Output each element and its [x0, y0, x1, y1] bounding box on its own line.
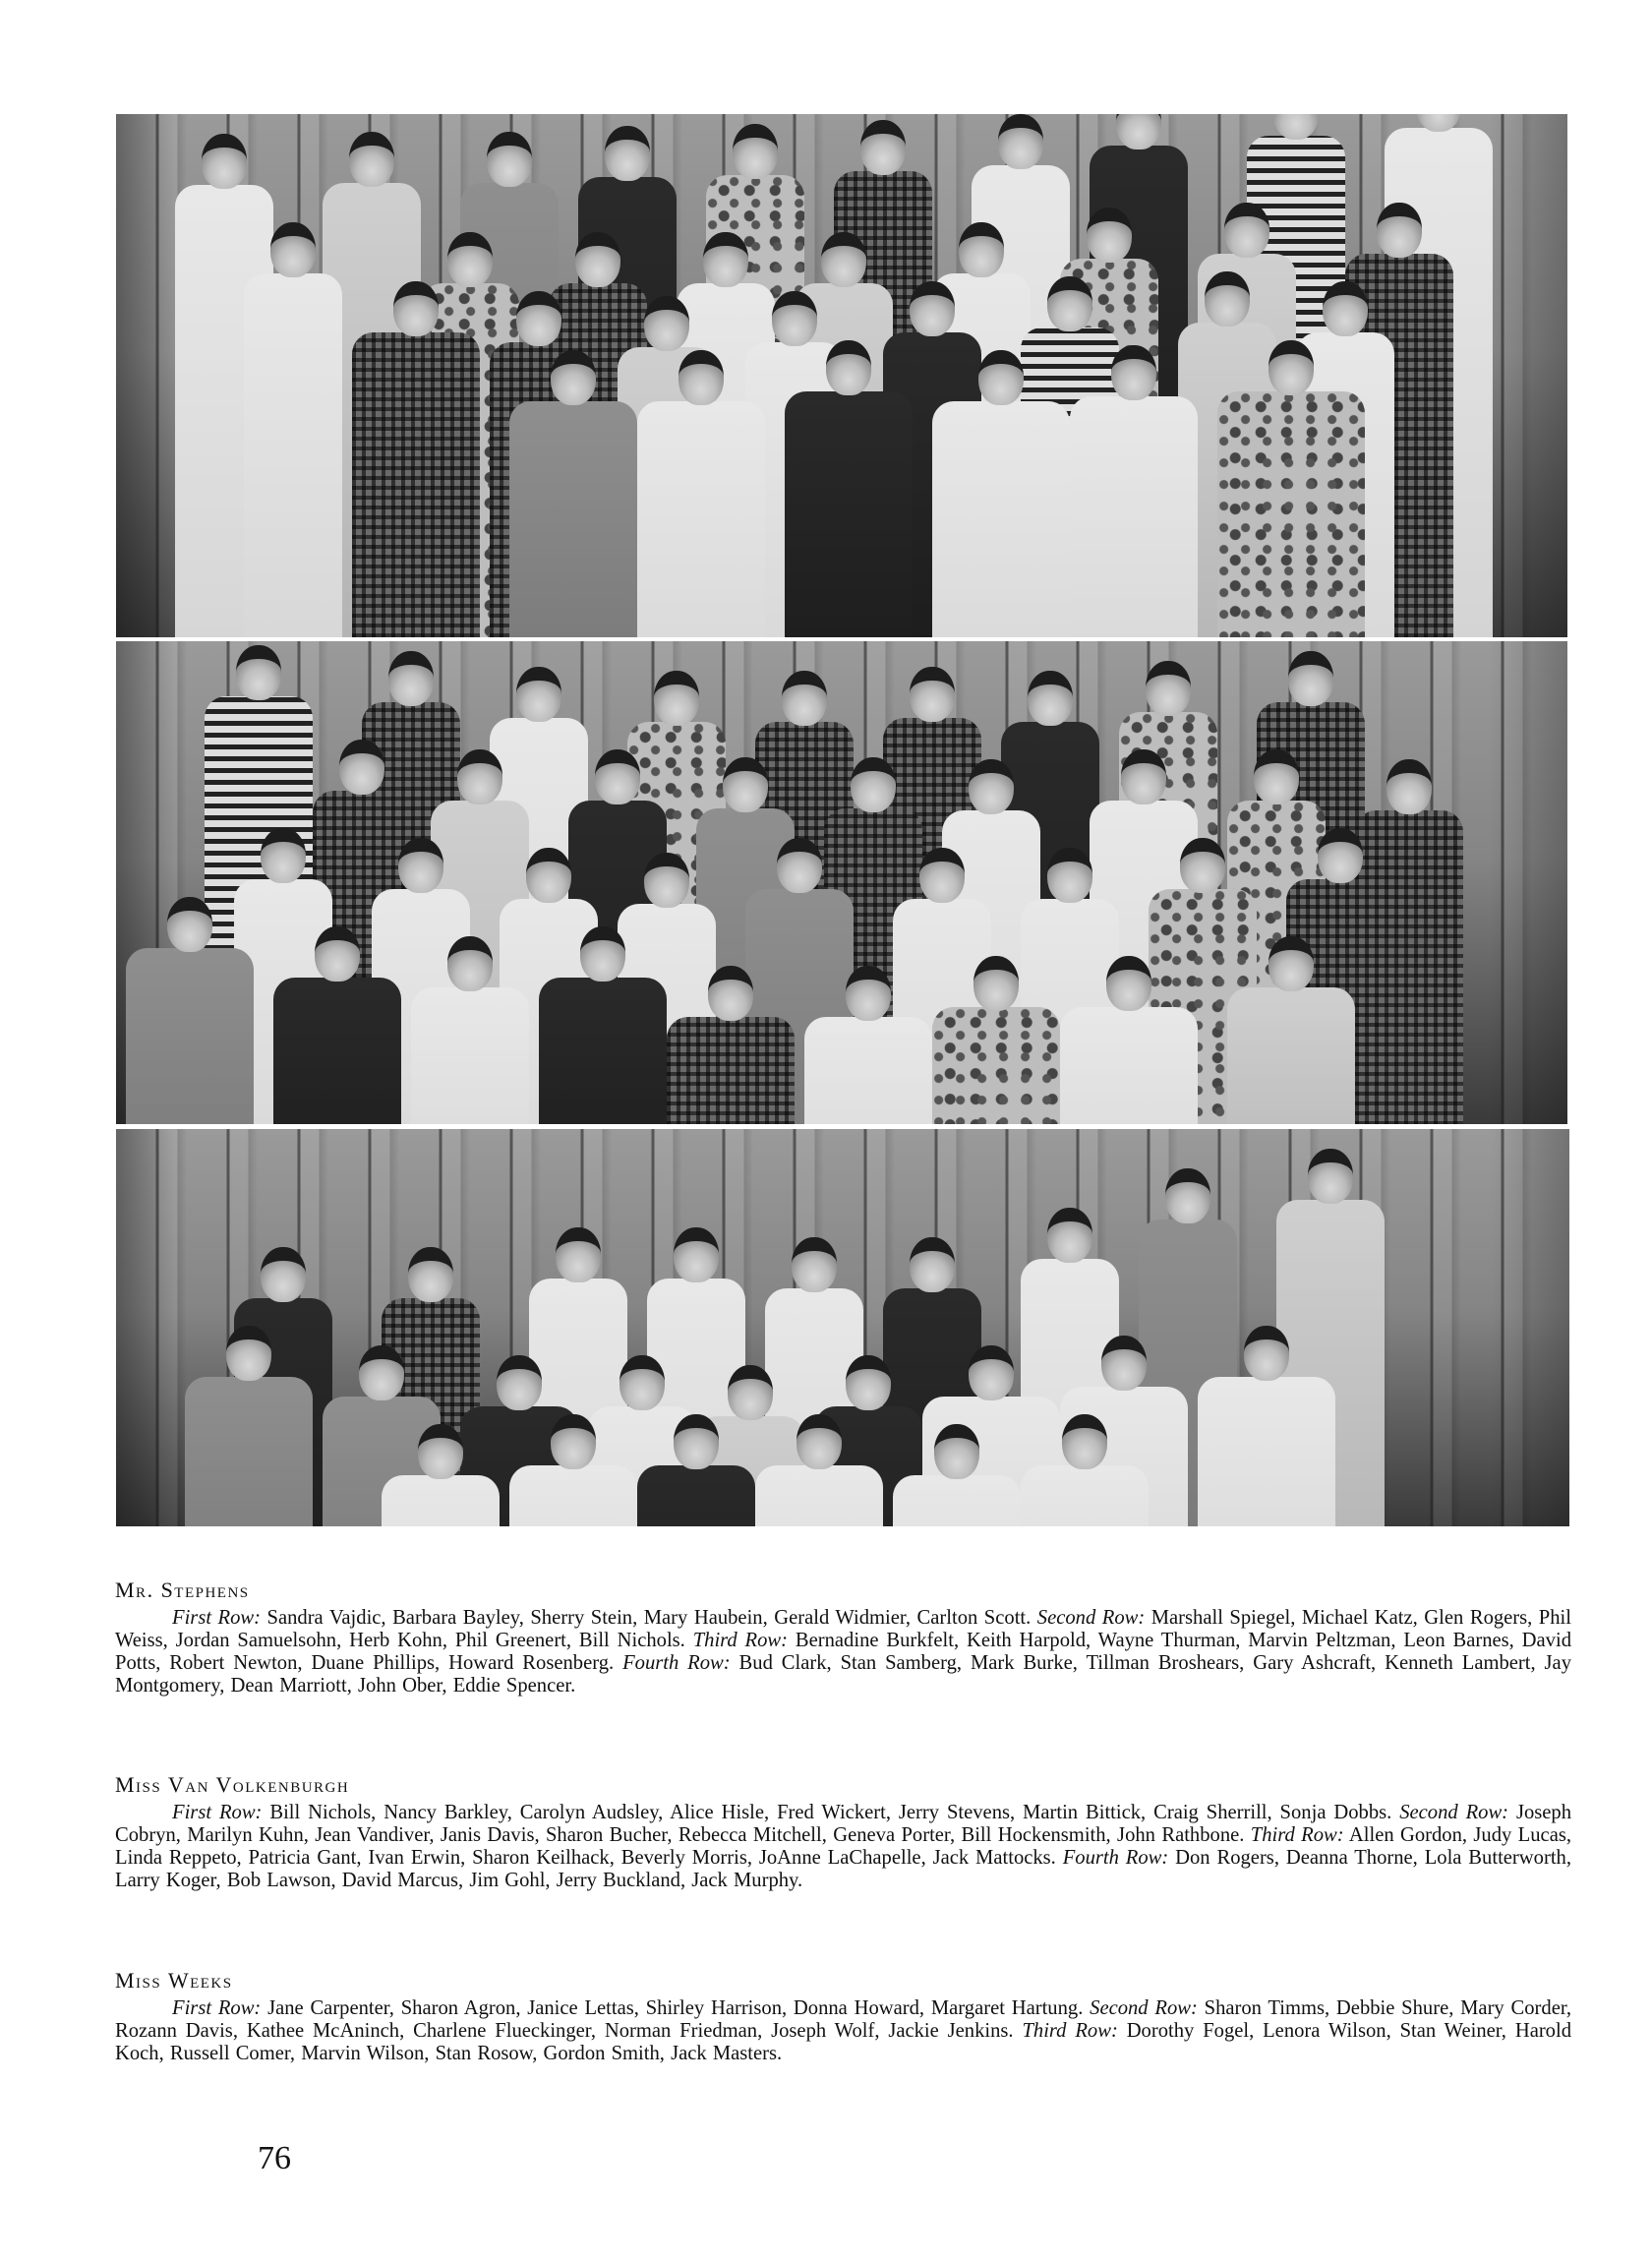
student-figure [244, 222, 342, 637]
photo-shade [1491, 1129, 1569, 1526]
caption-section-mr-stephens [115, 1577, 1571, 1697]
class-photo-miss-van-volkenburgh [116, 641, 1567, 1124]
student-figure [755, 1414, 883, 1526]
student-figure [1198, 1326, 1335, 1526]
row-names: Marshall Spiegel, Michael Katz, Glen Rogers, Phil Weiss, Jordan Samuelsohn, Herb Kohn, Phil Greenert, Bill Nichols. [115, 1607, 1572, 1651]
student-figure [382, 1424, 500, 1526]
teacher-heading: Miss Van Volkenburgh [115, 1772, 350, 1797]
student-figure [667, 966, 795, 1124]
student-figure [539, 926, 667, 1124]
caption-section-miss-weeks [115, 1968, 1571, 2065]
student-figure [785, 340, 913, 637]
student-figure [126, 897, 254, 1124]
row-names: Bud Clark, Stan Samberg, Mark Burke, Tillman Broshears, Gary Ashcraft, Kenneth Lambert, Jay Montgomery, Dean Marriott, John Ober, Eddie Spencer. [115, 1651, 1571, 1696]
student-roster [115, 1802, 1571, 1892]
teacher-heading: Miss Weeks [115, 1968, 233, 1993]
student-figure [932, 956, 1060, 1124]
row-names: Joseph Cobryn, Marilyn Kuhn, Jean Vandiver, Janis Davis, Sharon Bucher, Rebecca Mitchell, Geneva Porter, Bill Hockensmith, John Rathbone. [115, 1802, 1572, 1846]
row-names: Sharon Timms, Debbie Shure, Mary Corder, Rozann Davis, Kathee McAninch, Charlene Flueckinger, Norman Friedman, Joseph Wolf, Jackie Jenkins. [115, 1997, 1572, 2042]
student-roster [115, 1607, 1571, 1697]
page-number: 76 [258, 2140, 291, 2176]
student-figure [1217, 340, 1365, 637]
row-names: Jane Carpenter, Sharon Agron, Janice Lettas, Shirley Harrison, Donna Howard, Margaret Hartung. [267, 1997, 1084, 2019]
row-label: First Row: [172, 1607, 262, 1629]
student-figure [637, 1414, 755, 1526]
row-names: Sandra Vajdic, Barbara Bayley, Sherry Stein, Mary Haubein, Gerald Widmier, Carlton Scott. [266, 1607, 1032, 1629]
caption-section-miss-van-volkenburgh [115, 1772, 1571, 1892]
photo-shade [116, 1129, 175, 1526]
student-figure [1021, 1414, 1149, 1526]
student-figure [352, 281, 480, 637]
student-figure [637, 350, 765, 637]
student-figure [509, 350, 637, 637]
row-names: Allen Gordon, Judy Lucas, Linda Reppeto, Patricia Gant, Ivan Erwin, Sharon Keilhack, Beverly Morris, JoAnne LaChapelle, Jack Mattocks. [115, 1823, 1572, 1869]
row-names: Bernadine Burkfelt, Keith Harpold, Wayne Thurman, Marvin Peltzman, Leon Barnes, David Potts, Robert Newton, Duane Phillips, Howard Rosenberg. [115, 1629, 1571, 1674]
row-label: Second Row: [1036, 1607, 1146, 1629]
student-figure [185, 1326, 313, 1526]
class-photo-miss-weeks [116, 1129, 1569, 1526]
student-figure [1227, 936, 1355, 1124]
photo-shade [116, 114, 175, 637]
student-roster [115, 1997, 1571, 2065]
student-figure [804, 966, 932, 1124]
class-photo-mr-stephens [116, 114, 1567, 637]
row-label: Third Row: [692, 1629, 789, 1651]
row-names: Don Rogers, Deanna Thorne, Lola Butterworth, Larry Koger, Bob Lawson, David Marcus, Jim Gohl, Jerry Buckland, Jack Murphy. [115, 1846, 1571, 1891]
row-names: Bill Nichols, Nancy Barkley, Carolyn Audsley, Alice Hisle, Fred Wickert, Jerry Stevens, Martin Bittick, Craig Sherrill, Sonja Dobbs. [269, 1802, 1392, 1823]
student-figure [273, 926, 401, 1124]
row-label: Fourth Row: [622, 1651, 731, 1674]
row-label: Third Row: [1250, 1823, 1344, 1846]
student-figure [1070, 345, 1198, 637]
photo-shade [1489, 114, 1567, 637]
row-label: Third Row: [1022, 2019, 1118, 2042]
row-label: First Row: [172, 1997, 262, 2019]
row-label: Second Row: [1090, 1997, 1198, 2019]
row-label: First Row: [172, 1802, 263, 1823]
student-figure [932, 350, 1070, 637]
student-figure [1060, 956, 1198, 1124]
row-names: Dorothy Fogel, Lenora Wilson, Stan Weiner, Harold Koch, Russell Comer, Marvin Wilson, Stan Rosow, Gordon Smith, Jack Masters. [115, 2019, 1572, 2064]
row-label: Fourth Row: [1062, 1846, 1169, 1869]
photo-shade [1489, 641, 1567, 1124]
teacher-heading: Mr. Stephens [115, 1577, 250, 1602]
student-figure [509, 1414, 637, 1526]
student-figure [893, 1424, 1021, 1526]
student-figure [411, 936, 529, 1124]
row-label: Second Row: [1399, 1802, 1509, 1823]
